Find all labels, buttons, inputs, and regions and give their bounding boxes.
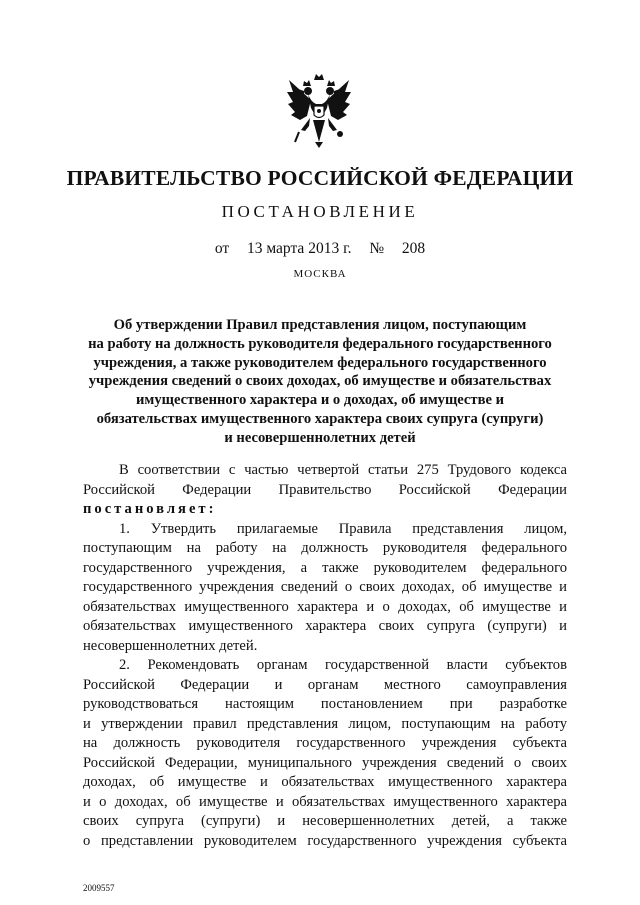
paragraph-2-line: Российской Федерации, муниципального учреждения сведений о своих <box>83 754 567 771</box>
issuing-authority: ПРАВИТЕЛЬСТВО РОССИЙСКОЙ ФЕДЕРАЦИИ <box>66 166 574 190</box>
decree-line <box>83 500 567 520</box>
title-line: на работу на должность руководителя федерального государственного <box>88 335 552 352</box>
document-number: 208 <box>401 240 426 257</box>
title-line: учреждения, а также руководителем федерального государственного <box>93 354 547 371</box>
preamble-line: Российской Федерации Правительство Российской Федерации <box>83 481 567 498</box>
title-line: и несовершеннолетних детей <box>224 429 416 446</box>
number-sign: № <box>369 240 385 257</box>
paragraph-2-line: своих супруга (супруги) и несовершеннолетних детей, а также <box>83 813 567 829</box>
paragraph-2-line: и о доходах, об имуществе и обязательствах имущественного характера <box>83 793 567 810</box>
date-prefix: от <box>214 240 230 257</box>
coat-of-arms-icon <box>283 70 355 154</box>
paragraph-2-line: и утверждении правил представления лицом, поступающим на работу <box>83 715 567 732</box>
preamble-line: В соответствии с частью четвертой статьи 275 Трудового кодекса <box>119 462 567 478</box>
paragraph-1-line: поступающим на работу на должность руководителя федерального <box>83 540 567 556</box>
title-line: Об утверждении Правил представления лицом, поступающим <box>113 317 527 333</box>
city: МОСКВА <box>293 268 347 280</box>
paragraph-2-line: доходах, об имуществе и обязательствах имущественного характера <box>83 774 567 790</box>
paragraph-1-line: обязательствах имущественного характера и о доходах, об имуществе и <box>83 598 567 615</box>
document-title <box>60 316 580 448</box>
paragraph-1-line: обязательствах имущественного характера своих супруга (супруги) и <box>83 618 567 634</box>
paragraph-1-line: 1. Утвердить прилагаемые Правила представления лицом, <box>119 520 567 537</box>
paragraph-2-line: 2. Рекомендовать органам государственной власти субъектов <box>119 657 567 673</box>
document-code: 2009557 <box>83 883 115 893</box>
paragraph-2-line: Российской Федерации и органам местного самоуправления <box>83 676 567 693</box>
decree-word: постановляет: <box>83 501 217 517</box>
title-line: обязательствах имущественного характера своих супруга (супруги) <box>96 410 544 427</box>
document-type: ПОСТАНОВЛЕНИЕ <box>221 202 419 221</box>
paragraph-2-line: о представлении руководителем государственного учреждения субъекта <box>83 832 567 849</box>
paragraph-1-line: государственного учреждения, а также руководителем федерального <box>83 559 567 576</box>
paragraph-1-line: государственного учреждения сведений о своих доходах, об имуществе и <box>83 579 567 595</box>
title-line: учреждения сведений о своих доходах, об имуществе и обязательствах <box>88 373 552 390</box>
paragraph-2-line: на должность руководителя государственного учреждения субъекта <box>83 735 567 751</box>
document-body <box>83 461 567 851</box>
paragraph-1-line: несовершеннолетних детей. <box>83 637 258 654</box>
title-line: имущественного характера и о доходах, об имуществе и <box>135 392 504 409</box>
date-and-number <box>0 240 640 258</box>
paragraph-2-line: руководствоваться настоящим постановлением при разработке <box>83 696 567 712</box>
document-date: 13 марта 2013 г. <box>246 240 352 257</box>
